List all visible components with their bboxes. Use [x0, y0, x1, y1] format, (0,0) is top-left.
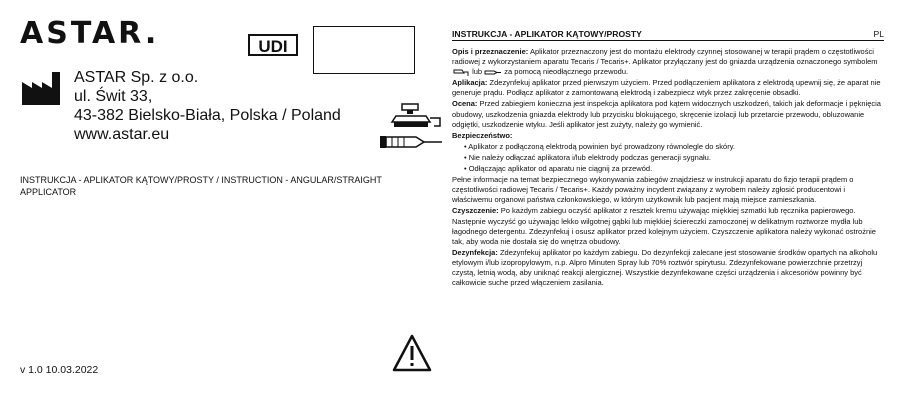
section-label: Bezpieczeństwo:	[452, 130, 513, 140]
section-description	[452, 47, 884, 77]
version-date: v 1.0 10.03.2022	[20, 364, 99, 376]
section-disinfection	[452, 248, 884, 288]
manufacturer-factory-icon	[20, 70, 64, 106]
address-line-company: ASTAR Sp. z o.o.	[74, 69, 199, 86]
section-label: Czyszczenie:	[452, 206, 499, 216]
safety-bullet: • Nie należy odłączać aplikatora i/lub elektrody podczas generacji sygnału.	[464, 152, 711, 162]
udi-code-box	[313, 26, 415, 74]
instruction-body	[452, 47, 884, 288]
instruction-title-bilingual: INSTRUKCJA - APLIKATOR KĄTOWY/PROSTY / INSTRUCTION - ANGULAR/STRAIGHT APPLICATOR	[20, 175, 382, 197]
instruction-header	[452, 28, 884, 41]
safety-text: Pełne informacje na temat bezpiecznego wykonywania zabiegów znajdziesz w instrukcji aparatu do fizjo terapii prądem o częstotliwości radiowej Tecaris / Tecaris+. Każdy poważny incydent związany z wyrobem należy zgłosić producentowi i właściwemu organowi państwa członkowskiego, w którym użytkownik lub pacjent mają miejsce zamieszkania.	[452, 175, 854, 205]
applicator-socket-angular-icon	[452, 68, 470, 77]
warning-triangle-icon	[392, 334, 432, 372]
address-line-street: ul. Świt 33,	[74, 88, 153, 105]
straight-applicator-icon	[378, 130, 444, 154]
section-label: Aplikacja:	[452, 78, 488, 88]
section-text: Aplikator przeznaczony jest do montażu elektrody czynnej stosowanej w terapii prądem o częstotliwości radiowej z wykorzystaniem aparatu Tecaris / Tecaris+. Aplikator przyłączany jest do gniazda urządzenia oznaczonego symbolem	[452, 47, 878, 67]
address-line-website: www.astar.eu	[74, 126, 170, 143]
section-text: Zdezynfekuj aplikator przed pierwszym użyciem. Przed podłączeniem aplikatora z elektrodą upewnij się, że aparat nie generuje prądu. Podłącz aplikator z zamontowaną elektrodą i zabezpiecz wtyk przez zakręcenie obsadki.	[452, 78, 881, 98]
section-text-or: lub	[470, 67, 485, 77]
section-text: Przed zabiegiem konieczna jest inspekcja aplikatora pod kątem widocznych uszkodzeń, takich jak deformacje i pęknięcia obudowy, uszkodzenia gniazda elektrody lub przycisku blokującego, skręcenie izolacji lub przetarcie przewodu, obluzowanie odgiętki, uszkodzenie wtyku. Jeśli aplikator jest zużyty, należy go wymienić.	[452, 99, 881, 129]
brand-logo: ASTAR.	[20, 16, 160, 51]
section-cleaning	[452, 206, 884, 246]
instruction-panel-pl	[452, 28, 884, 289]
section-label: Opis i przeznaczenie:	[452, 47, 529, 56]
section-application	[452, 78, 884, 98]
section-text: Po każdym zabiegu oczyść aplikator z resztek kremu używając miękkiej szmatki lub ręcznika papierowego. Następnie wyczyść go używając lekko wilgotnej gąbki lub miękkiej ściereczki zamoczonej w delikatnym roztworze mydła lub łagodnego detergentu. Zdezynfekuj i osusz aplikator przed kolejnym użyciem. Czyszczenie aplikatora należy wykonać ostrożnie tak, aby woda nie dostała się do wnętrza obudowy.	[452, 206, 876, 246]
section-safety	[452, 131, 884, 141]
language-code: PL	[873, 29, 884, 39]
instruction-title: INSTRUKCJA - APLIKATOR KĄTOWY/PROSTY	[452, 29, 642, 39]
angular-applicator-icon	[386, 100, 442, 132]
safety-bullet: • Aplikator z podłączoną elektrodą powinien być prowadzony równolegle do skóry.	[464, 141, 735, 151]
safety-bullet: • Odłączając aplikator od aparatu nie ciągnij za przewód.	[464, 164, 653, 174]
applicator-socket-straight-icon	[484, 68, 502, 77]
section-label: Dezynfekcja:	[452, 247, 498, 257]
address-line-city: 43-382 Bielsko-Biała, Polska / Poland	[74, 107, 341, 124]
section-text: Zdezynfekuj aplikator po każdym zabiegu. Do dezynfekcji zalecane jest stosowanie środków opartych na alkoholu etylowym i/lub izopropylowym, n.p. Alpro Minuten Spray lub 70% roztwór spirytusu. Zdezynfekowane powierzchnie przetrzyj czystą, letnią wodą, aby uniknąć reakcji alergicznej. Wszystkie dezynfekowane części urządzenia i akcesoriów powinny być całkowicie suche przed włączeniem zasilania.	[452, 247, 878, 288]
section-text-end: za pomocą nieodłącznego przewodu.	[502, 67, 629, 77]
udi-label: UDI	[248, 34, 298, 56]
manufacturer-address	[74, 68, 341, 144]
section-label: Ocena:	[452, 99, 478, 109]
section-assessment	[452, 99, 884, 129]
